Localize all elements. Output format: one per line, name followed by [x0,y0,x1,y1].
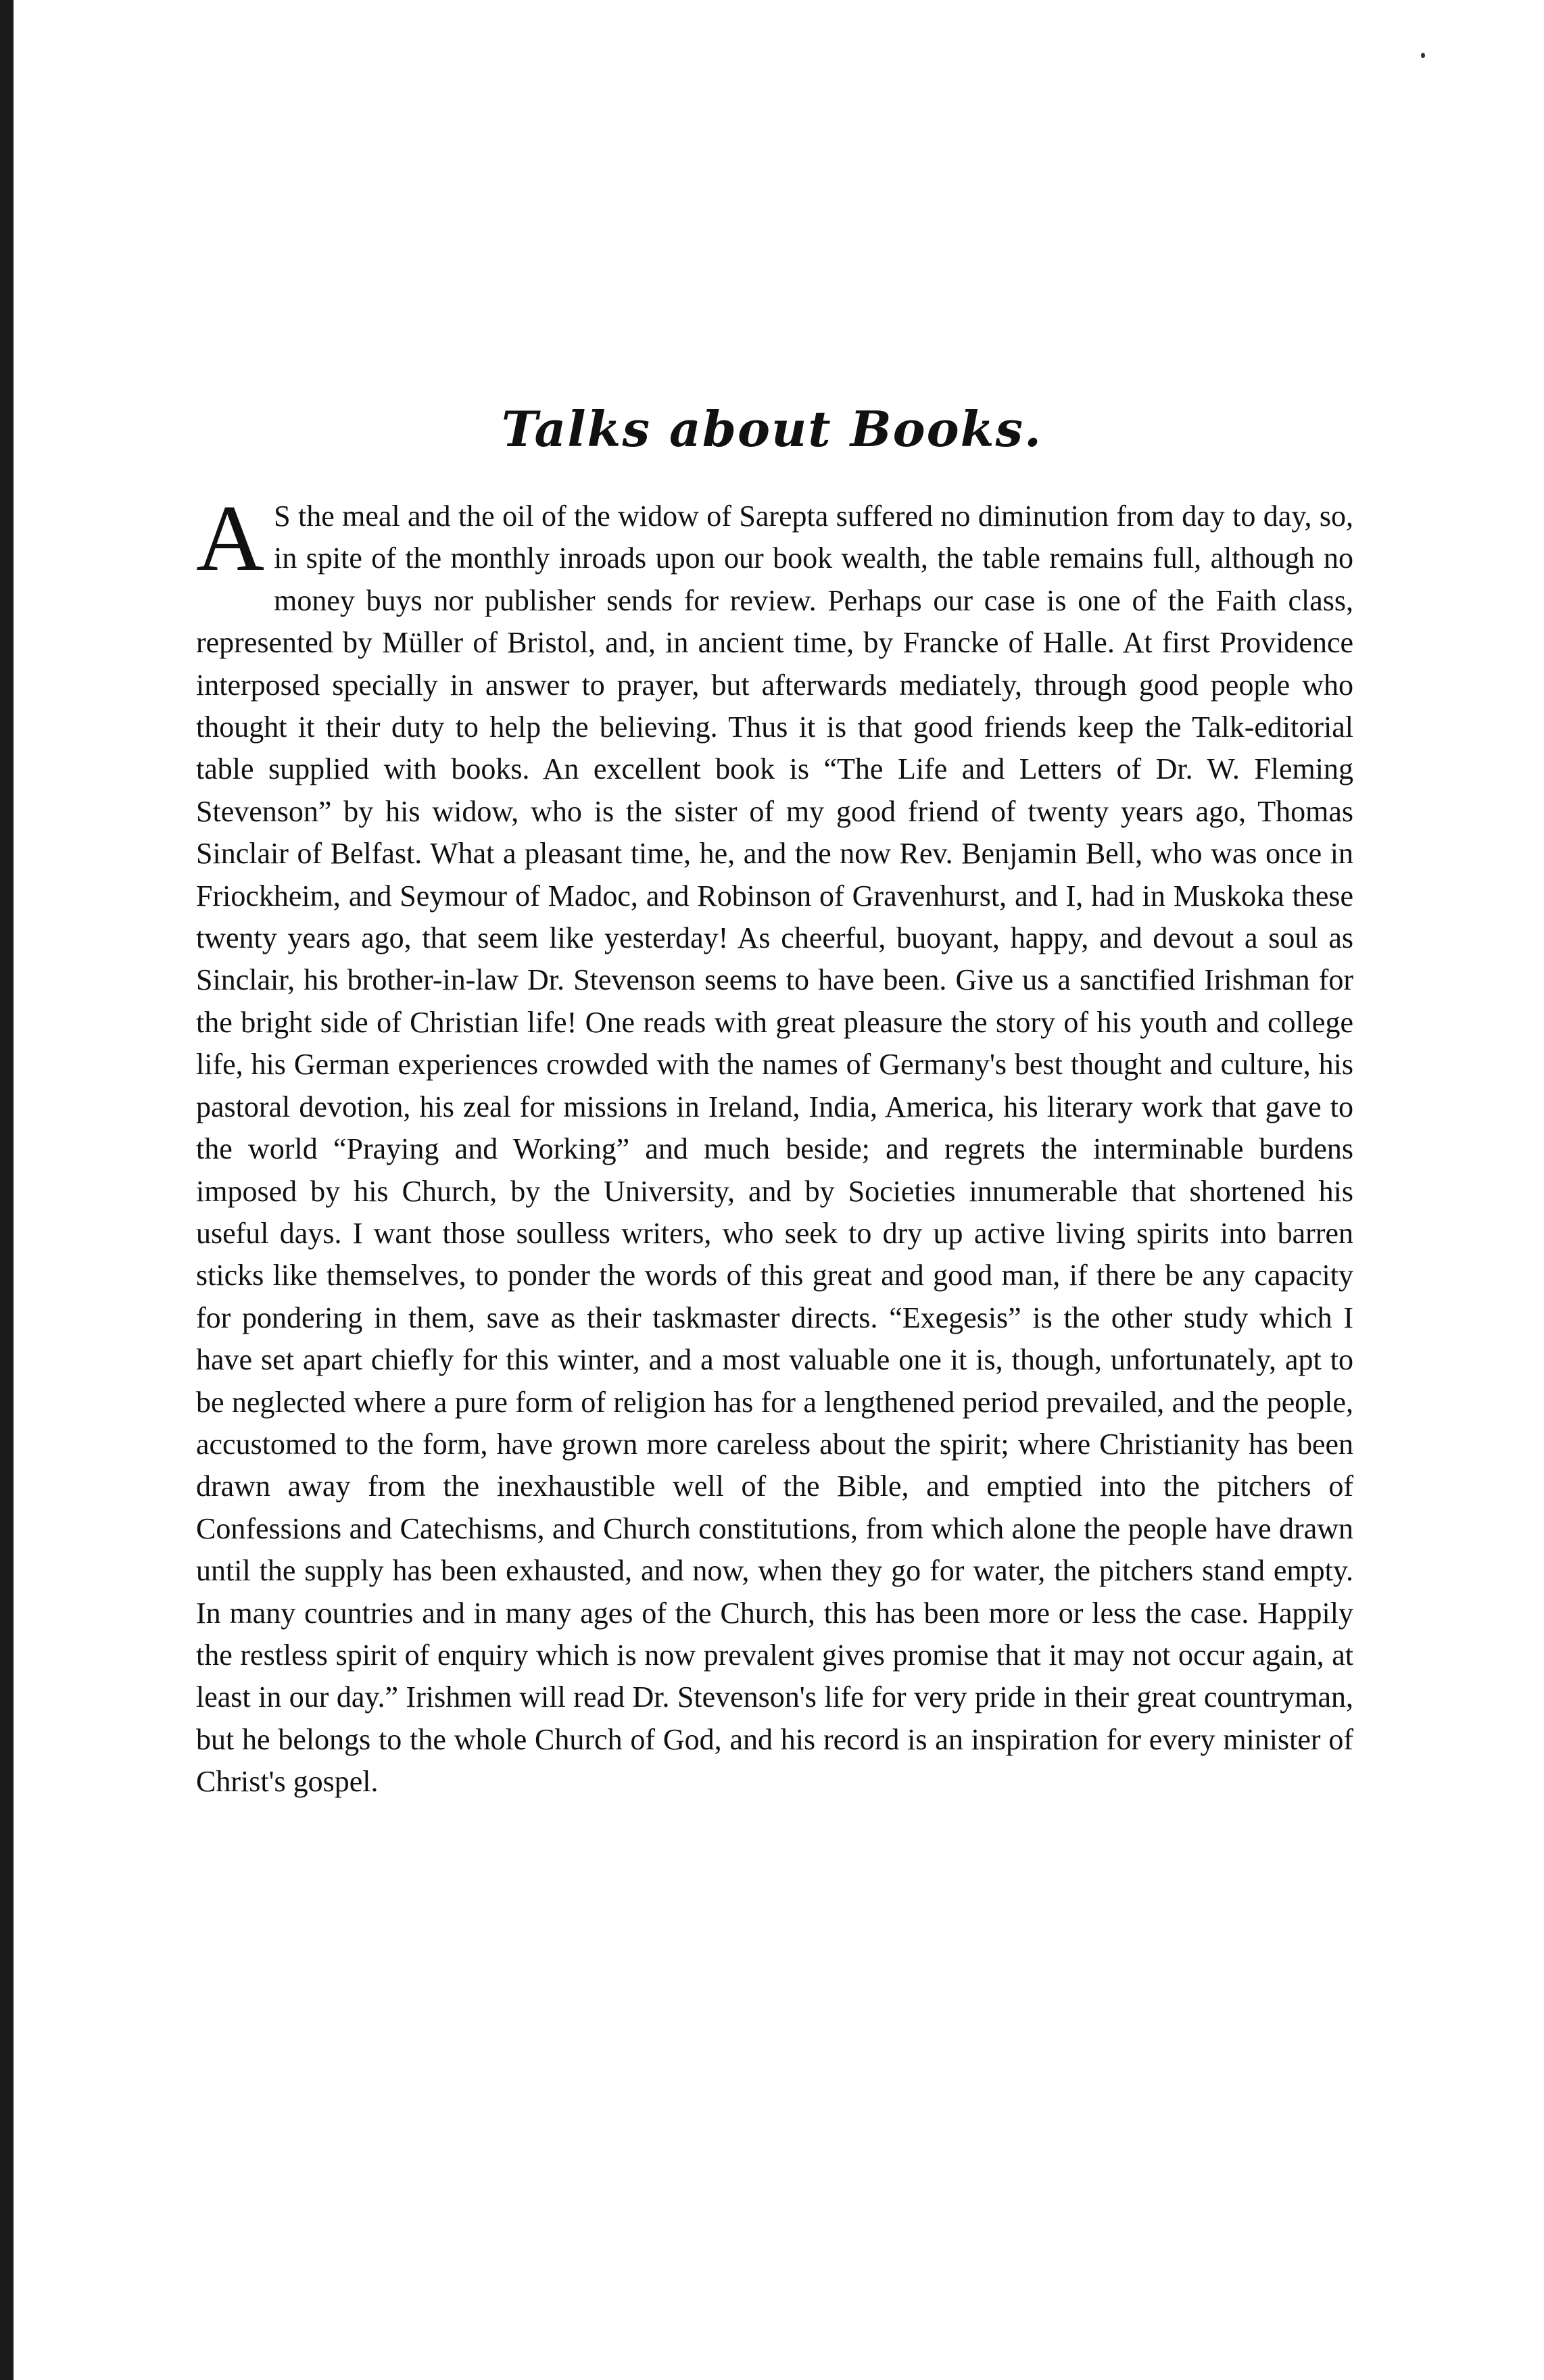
print-speck [1421,53,1425,58]
article-body-text: S the meal and the oil of the widow of Sarepta suffered no diminution from day to day, so, in spite of the monthly inroads upon our book wealth, the table remains full, although no money buys nor publisher sends for review. Perhaps our case is one of the Faith class, represented by Müller of Bristol, and, in ancient time, by Francke of Halle. At first Providence interposed specially in answer to prayer, but afterwards mediately, through good people who thought it their duty to help the believing. Thus it is that good friends keep the Talk-editorial table supplied with books. An excellent book is “The Life and Letters of Dr. W. Fleming Stevenson” by his widow, who is the sister of my good friend of twenty years ago, Thomas Sinclair of Belfast. What a pleasant time, he, and the now Rev. Benjamin Bell, who was once in Friockheim, and Seymour of Madoc, and Robinson of Gravenhurst, and I, had in Muskoka these twenty years ago, that seem like yesterday! As cheerful, buoyant, happy, and devout a soul as Sinclair, his brother-in-law Dr. Stevenson seems to have been. Give us a sanctified Irishman for the bright side of Christian life! One reads with great pleasure the story of his youth and college life, his German experiences crowded with the names of Germany's best thought and culture, his pastoral devotion, his zeal for missions in Ireland, India, America, his literary work that gave to the world “Praying and Working” and much beside; and regrets the interminable burdens imposed by his Church, by the University, and by Societies innumerable that shortened his useful days. I want those soulless writers, who seek to dry up active living spirits into barren sticks like themselves, to ponder the words of this great and good man, if there be any capacity for pondering in them, save as their taskmaster directs. “Exegesis” is the other study which I have set apart chiefly for this winter, and a most valuable one it is, though, unfortunately, apt to be neglected where a pure form of religion has for a lengthened period prevailed, and the people, accustomed to the form, have grown more careless about the spirit; where Christianity has been drawn away from the inexhaustible well of the Bible, and emptied into the pitchers of Confessions and Catechisms, and Church constitutions, from which alone the people have drawn until the supply has been exhausted, and now, when they go for water, the pitchers stand empty. In many countries and in many ages of the Church, this has been more or less the case. Happily the restless spirit of enquiry which is now prevalent gives promise that it may not occur again, at least in our day.” Irishmen will read Dr. Stevenson's life for very pride in their great countryman, but he belongs to the whole Church of God, and his record is an inspiration for every minister of Christ's gospel. [196,500,1353,1799]
page-edge-shadow [0,0,14,2380]
drop-cap: A [196,486,265,591]
article-title: Talks about Books. [501,400,1043,458]
article-body [196,486,1353,1803]
